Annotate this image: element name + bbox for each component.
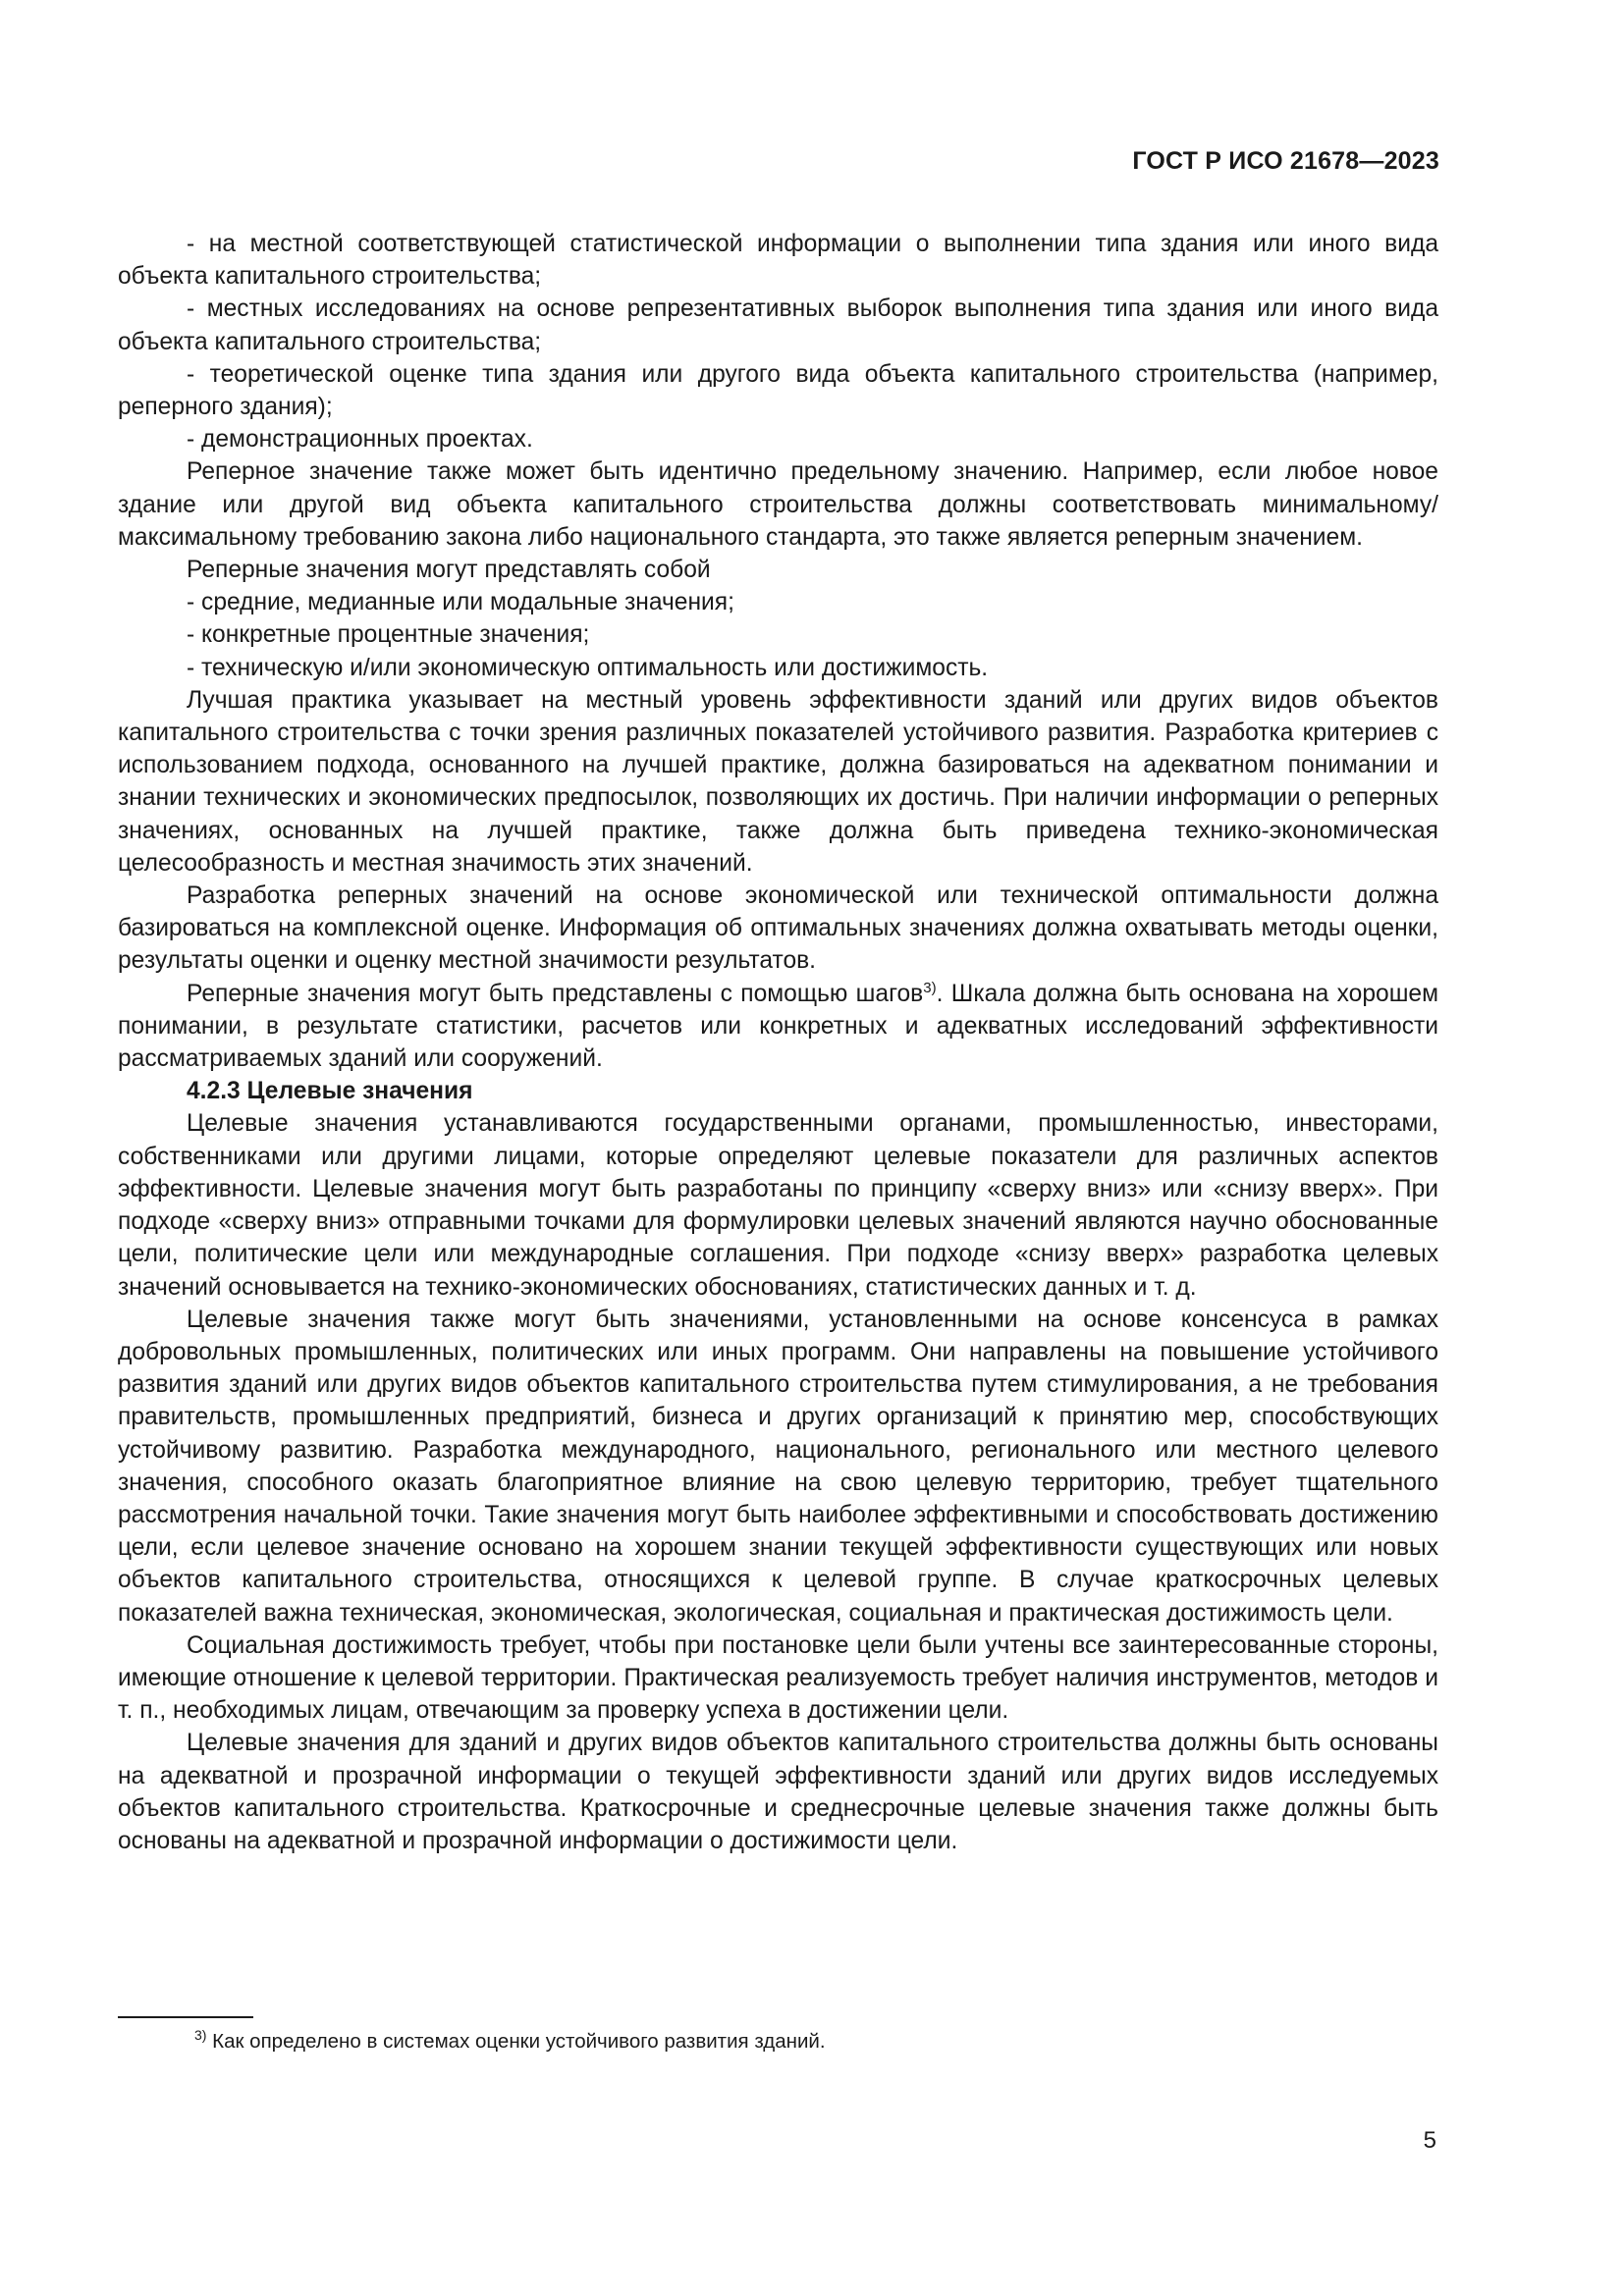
footnote-marker: 3)	[194, 2027, 207, 2043]
list-item: - местных исследованиях на основе репрезентативных выборок выполнения типа здания или иного вида объекта капитального строительства;	[118, 295, 1438, 355]
body-paragraph: Целевые значения также могут быть значениями, установленными на основе консенсуса в рамках добровольных промышленных, политических или иных программ. Они направлены на повышение устойчивого развития зданий или других видов объектов капитального строительства путем стимулирования, а не требования правительств, промышленных предприятий, бизнеса и других организаций к принятию мер, способствующих устойчивому развитию. Разработка международного, национального, регионального или местного целевого значения, способного оказать благоприятное влияние на свою целевую территорию, требует тщательного рассмотрения начальной точки. Такие значения могут быть наиболее эффективными и способствовать достижению цели, если целевое значение основано на хорошем знании текущей эффективности существующих или новых объектов капитального строительства, относящихся к целевой группе. В случае краткосрочных целевых показателей важна техническая, экономическая, экологическая, социальная и практическая достижимость цели.	[118, 1306, 1438, 1627]
page-number: 5	[1423, 2127, 1436, 2154]
footnote	[194, 2029, 826, 2055]
body-paragraph: Лучшая практика указывает на местный уровень эффективности зданий или других видов объектов капитального строительства с точки зрения различных показателей устойчивого развития. Разработка критериев с использованием подхода, основанного на лучшей практике, должна базироваться на адекватном понимании и знании технических и экономических предпосылок, позволяющих их достичь. При наличии информации о реперных значениях, основанных на лучшей практике, также должна быть приведена технико-экономическая целесообразность и местная значимость этих значений.	[118, 686, 1438, 877]
steps-text-after: . Шкала должна быть основана на хорошем понимании, в результате статистики, расчетов или конкретных и адекватных исследований эффективности рассматриваемых зданий или сооружений.	[118, 980, 1439, 1073]
list-item: - теоретической оценке типа здания или другого вида объекта капитального строительства (например, реперного здания);	[118, 360, 1438, 421]
footnote-divider	[118, 2016, 253, 2018]
list-item: - конкретные процентные значения;	[187, 621, 590, 649]
section-heading: 4.2.3 Целевые значения	[187, 1078, 473, 1105]
body-paragraph: Целевые значения устанавливаются государственными органами, промышленностью, инвесторами, собственниками или другими лицами, которые определяют целевые показатели для различных аспектов эффективности. Целевые значения могут быть разработаны по принципу «сверху вниз» или «снизу вверх». При подходе «сверху вниз» отправными точками для формулировки целевых значений являются научно обоснованные цели, политические цели или международные соглашения. При подходе «снизу вверх» разработка целевых значений основывается на технико-экономических обоснованиях, статистических данных и т. д.	[118, 1110, 1438, 1301]
standard-header: ГОСТ Р ИСО 21678—2023	[1132, 147, 1439, 175]
body-paragraph: Реперные значения могут представлять собой	[187, 557, 711, 584]
body-paragraph: Разработка реперных значений на основе экономической или технической оптимальности должна базироваться на комплексной оценке. Информация об оптимальных значениях должна охватывать методы оценки, результаты оценки и оценку местной значимости результатов.	[118, 882, 1438, 975]
main-text	[118, 228, 1438, 1857]
footnote-reference[interactable]: 3)	[923, 979, 937, 996]
body-paragraph: Социальная достижимость требует, чтобы при постановке цели были учтены все заинтересованные стороны, имеющие отношение к целевой территории. Практическая реализуемость требует наличия инструментов, методов и т. п., необходимых лицам, отвечающим за проверку успеха в достижении цели.	[118, 1631, 1438, 1725]
list-item: - демонстрационных проектах.	[187, 426, 533, 454]
body-paragraph: Реперное значение также может быть идентично предельному значению. Например, если любое новое здание или другой вид объекта капитального строительства должны соответствовать минимальному/максимальному требованию закона либо национального стандарта, это также является реперным значением.	[118, 458, 1438, 551]
list-item: - техническую и/или экономическую оптимальность или достижимость.	[187, 654, 989, 681]
steps-paragraph	[118, 978, 1438, 1076]
footnote-text: Как определено в системах оценки устойчивого развития зданий.	[212, 2030, 826, 2053]
body-paragraph: Целевые значения для зданий и других видов объектов капитального строительства должны быть основаны на адекватной и прозрачной информации о текущей эффективности зданий или других видов исследуемых объектов капитального строительства. Краткосрочные и среднесрочные целевые значения также должны быть основаны на адекватной и прозрачной информации о достижимости цели.	[118, 1730, 1438, 1854]
steps-text-before: Реперные значения могут быть представлены с помощью шагов	[187, 980, 924, 1007]
list-item: - на местной соответствующей статистической информации о выполнении типа здания или иного вида объекта капитального строительства;	[118, 231, 1438, 291]
list-item: - средние, медианные или модальные значения;	[187, 589, 734, 616]
